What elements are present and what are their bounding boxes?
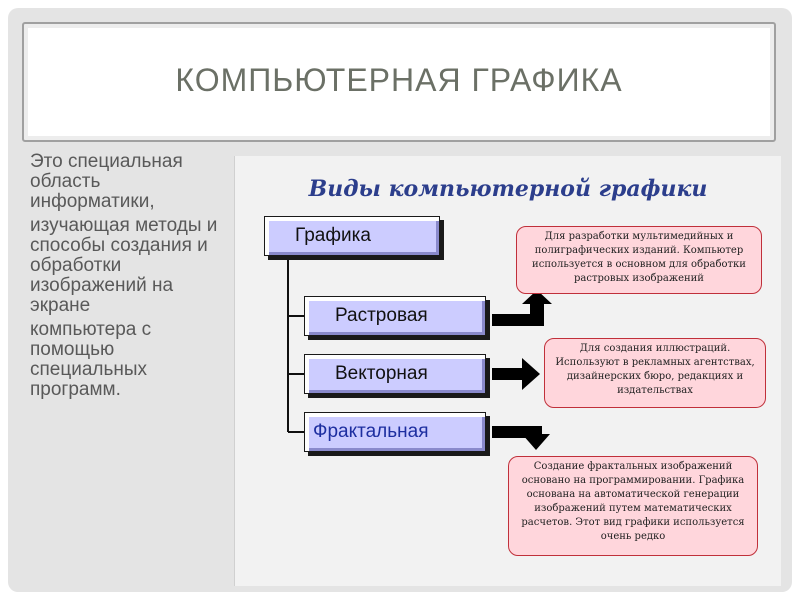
box-raster: Растровая [304,296,486,336]
box-vector: Векторная [304,354,486,394]
body-paragraph-1: Это специальная область информатики, [30,151,183,212]
title-bar [22,22,776,142]
box-fractal: Фрактальная [304,412,486,452]
body-paragraph-3: компьютера с помощью специальных программ. [30,319,152,400]
diagram-title: Виды компьютерной графики [308,176,708,202]
note-fractal: Создание фрактальных изображений основано на программировании. Графика основана на автоматической генерации изображений путем математических расчетов. Этот вид графики используется очень редко [508,456,758,556]
body-text [30,152,230,400]
body-paragraph-2: изучающая методы и способы создания и обработки изображений на экране [30,215,218,316]
slide-title: КОМПЬЮТЕРНАЯ ГРАФИКА [175,62,623,98]
box-grafika: Графика [264,216,440,256]
note-vector: Для создания иллюстраций. Используют в рекламных агентствах, дизайнерских бюро, редакциях и издательствах [544,338,766,408]
note-raster: Для разработки мультимедийных и полиграфических изданий. Компьютер используется в основном для обработки растровых изображений [516,226,762,294]
